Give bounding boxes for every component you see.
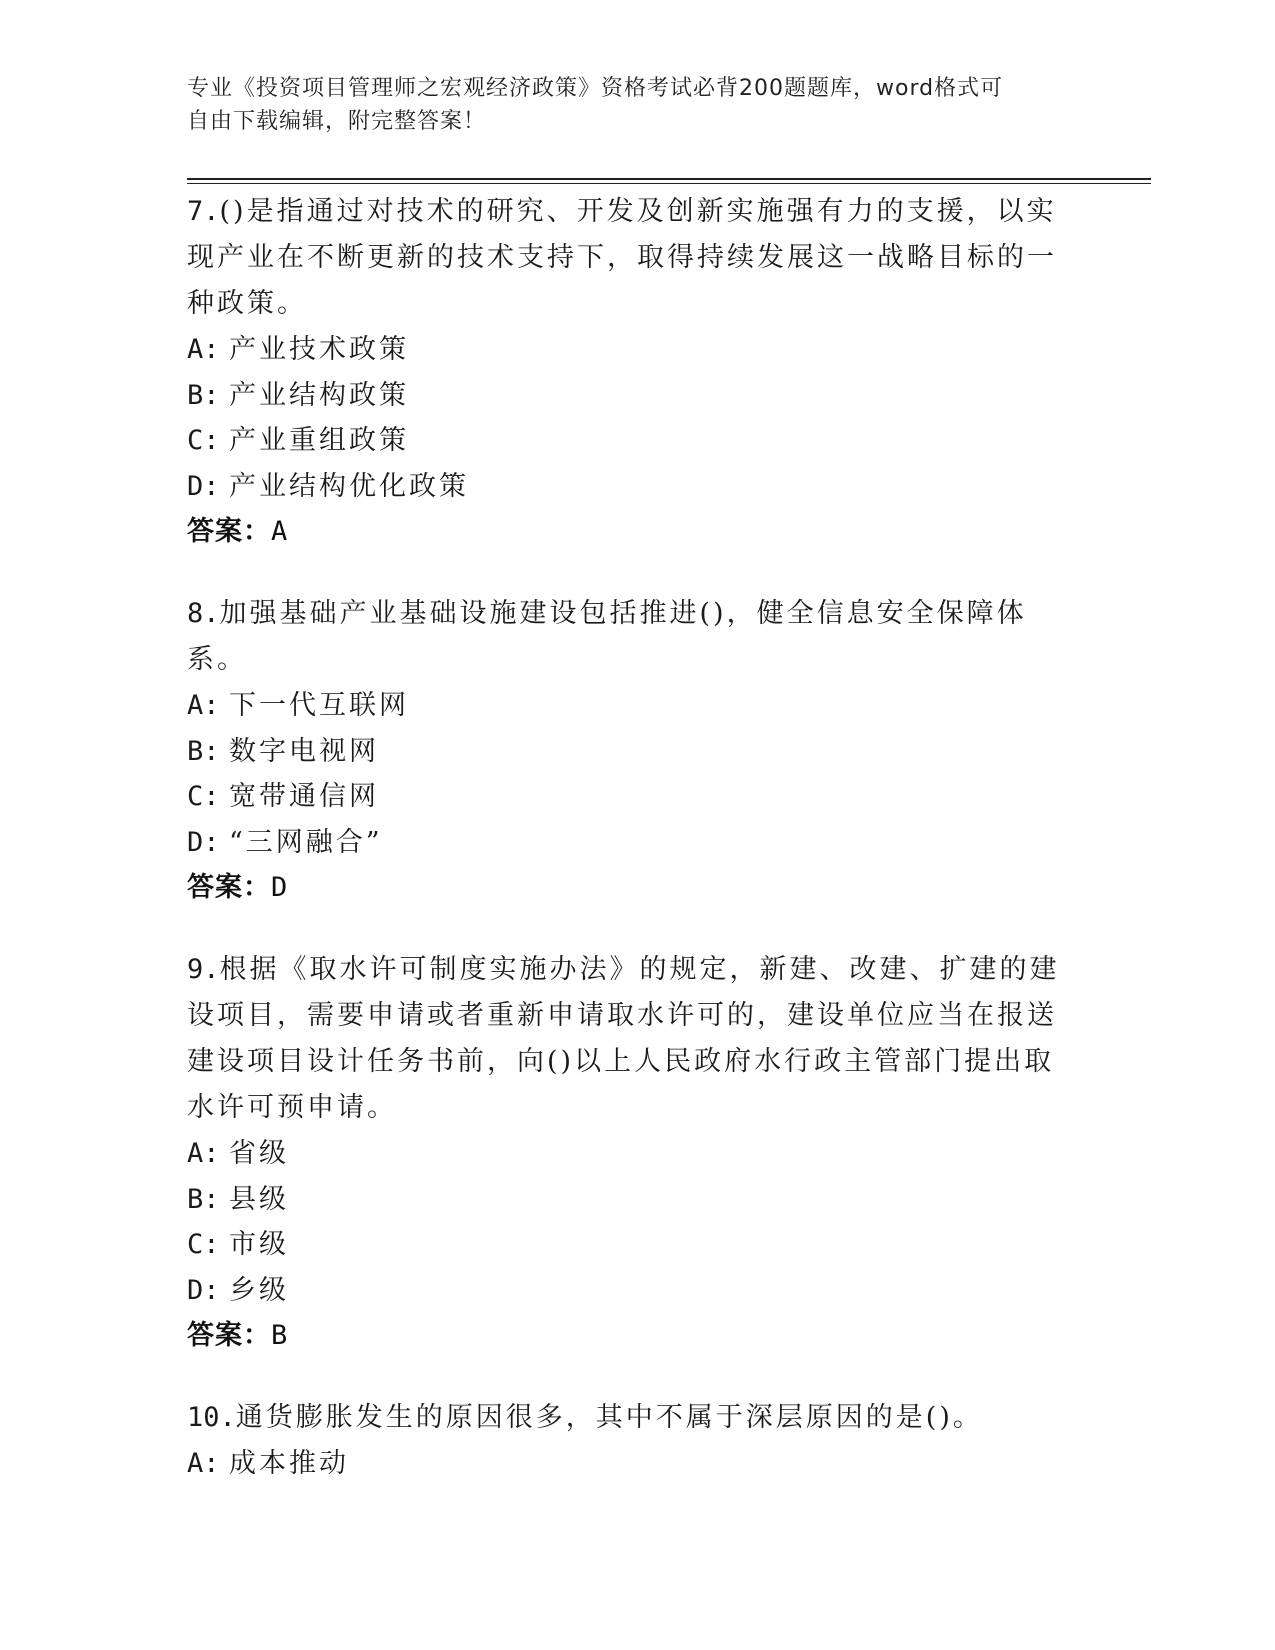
option-key: D: xyxy=(187,470,220,502)
question-body: 加强基础产业基础设施建设包括推进()，健全信息安全保障体系。 xyxy=(187,598,1027,675)
question-number: 10. xyxy=(187,1402,236,1433)
answer-value: A xyxy=(271,516,289,547)
option-key: B: xyxy=(187,735,220,767)
question-body: 通货膨胀发生的原因很多，其中不属于深层原因的是()。 xyxy=(235,1402,983,1433)
header-divider-thin xyxy=(187,183,1151,184)
option-text: 市级 xyxy=(229,1229,289,1260)
answer-value: B xyxy=(271,1320,289,1351)
option-key: A: xyxy=(187,334,220,365)
question-8 xyxy=(187,591,1067,911)
option-key: D: xyxy=(187,826,220,858)
answer-line xyxy=(187,865,1067,911)
document-header xyxy=(187,72,1067,138)
option-key: D: xyxy=(187,1274,220,1306)
option-text: 省级 xyxy=(229,1138,289,1169)
question-9 xyxy=(187,947,1067,1359)
header-line-2: 自由下载编辑，附完整答案！ xyxy=(187,109,487,134)
question-number: 8. xyxy=(187,598,220,629)
question-number: 7. xyxy=(187,196,220,227)
option-a xyxy=(187,683,1067,729)
option-a xyxy=(187,1131,1067,1177)
option-text: 成本推动 xyxy=(229,1448,349,1479)
option-d xyxy=(187,820,1067,866)
answer-label: 答案： xyxy=(187,872,271,903)
option-key: B: xyxy=(187,1183,220,1215)
option-key: C: xyxy=(187,1229,220,1260)
answer-label: 答案： xyxy=(187,1320,271,1351)
question-list xyxy=(187,189,1067,1523)
option-key: C: xyxy=(187,425,220,456)
option-key: C: xyxy=(187,781,220,812)
answer-label: 答案： xyxy=(187,516,271,547)
option-key: A: xyxy=(187,1448,220,1479)
option-text: “三网融合” xyxy=(229,826,383,858)
option-d xyxy=(187,464,1067,510)
option-key: A: xyxy=(187,690,220,721)
option-b xyxy=(187,729,1067,775)
option-text: 产业结构优化政策 xyxy=(229,470,469,502)
option-b xyxy=(187,373,1067,419)
header-divider-thick xyxy=(187,178,1151,180)
option-text: 乡级 xyxy=(229,1274,289,1306)
option-text: 下一代互联网 xyxy=(229,690,409,721)
question-10 xyxy=(187,1395,1067,1487)
option-a xyxy=(187,327,1067,373)
option-c xyxy=(187,1222,1067,1268)
question-body: 根据《取水许可制度实施办法》的规定，新建、改建、扩建的建设项目，需要申请或者重新申请取水许可的，建设单位应当在报送建设项目设计任务书前，向()以上人民政府水行政主管部门提出取水许可预申请。 xyxy=(187,954,1060,1123)
question-text xyxy=(187,189,1067,327)
option-b xyxy=(187,1177,1067,1223)
question-text xyxy=(187,1395,1067,1441)
answer-line xyxy=(187,509,1067,555)
option-text: 县级 xyxy=(229,1183,289,1215)
option-c xyxy=(187,774,1067,820)
header-line-1: 专业《投资项目管理师之宏观经济政策》资格考试必背200题题库，word格式可 xyxy=(187,76,1004,101)
option-text: 数字电视网 xyxy=(229,735,379,767)
option-text: 产业结构政策 xyxy=(229,379,409,411)
option-text: 产业技术政策 xyxy=(229,334,409,365)
option-a xyxy=(187,1441,1067,1487)
question-text xyxy=(187,947,1067,1131)
option-c xyxy=(187,418,1067,464)
option-d xyxy=(187,1268,1067,1314)
question-number: 9. xyxy=(187,954,220,985)
question-body: ()是指通过对技术的研究、开发及创新实施强有力的支援，以实现产业在不断更新的技术支持下，取得持续发展这一战略目标的一种政策。 xyxy=(187,196,1057,319)
question-text xyxy=(187,591,1067,683)
option-key: A: xyxy=(187,1138,220,1169)
option-text: 产业重组政策 xyxy=(229,425,409,456)
option-key: B: xyxy=(187,379,220,411)
question-7 xyxy=(187,189,1067,555)
option-text: 宽带通信网 xyxy=(229,781,379,812)
answer-line xyxy=(187,1313,1067,1359)
answer-value: D xyxy=(271,872,289,903)
